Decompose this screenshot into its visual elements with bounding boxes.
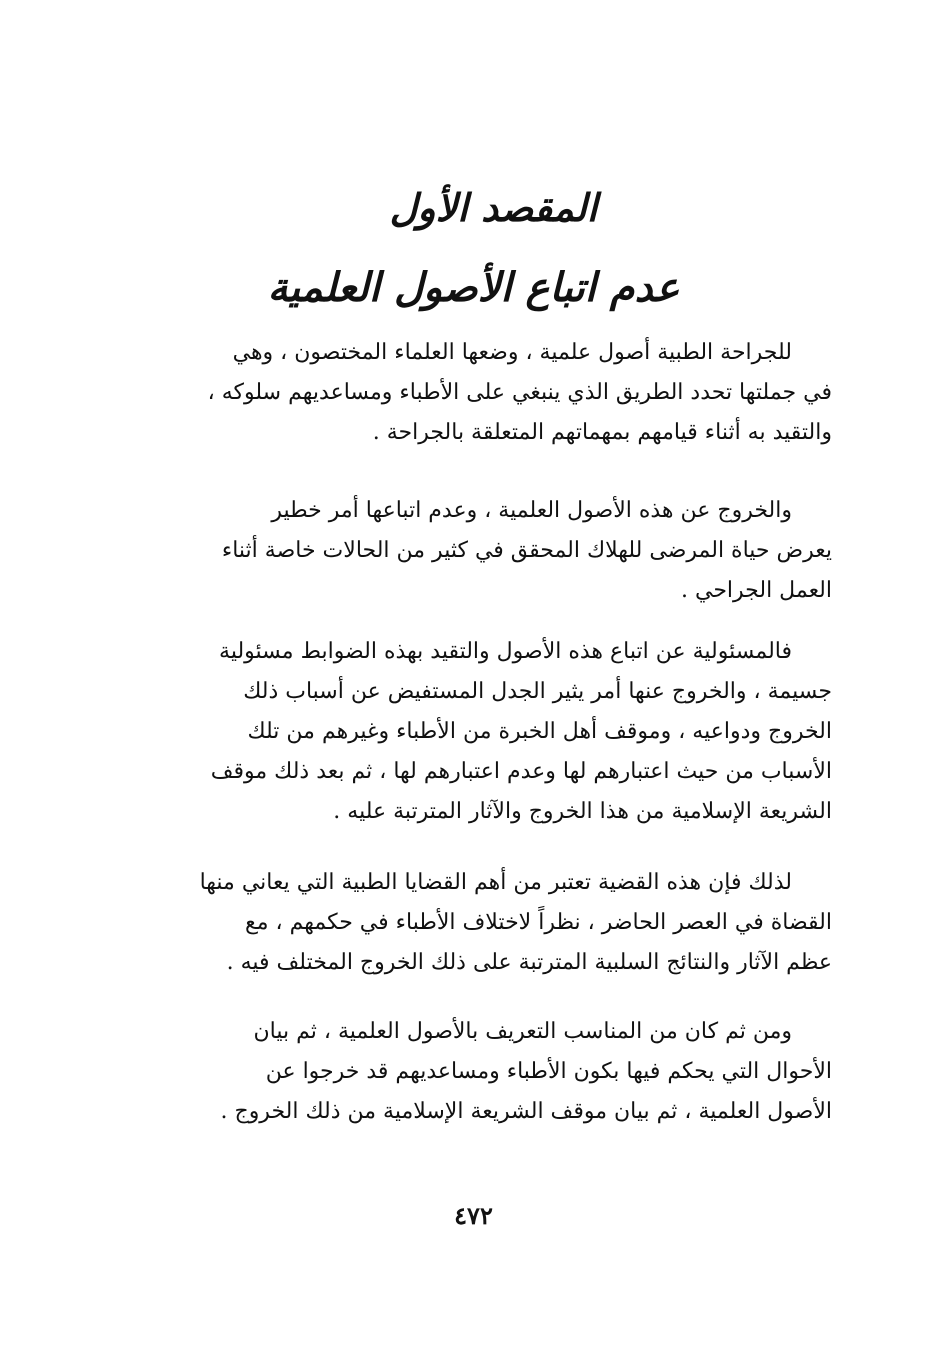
section-heading: المقصد الأول	[389, 185, 598, 230]
paragraph-line: والخروج عن هذه الأصول العلمية ، وعدم اتباعها أمر خطير	[271, 498, 792, 523]
paragraph-line: لذلك فإن هذه القضية تعتبر من أهم القضايا الطبية التي يعاني منها	[199, 870, 792, 895]
paragraph-line: فالمسئولية عن اتباع هذه الأصول والتقيد بهذه الضوابط مسئولية	[219, 639, 792, 664]
page-number: ٤٧٢	[454, 1201, 493, 1230]
paragraph-2	[130, 491, 832, 611]
paragraph-3	[130, 632, 832, 832]
paragraph-line: القضاة في العصر الحاضر ، نظراً لاختلاف الأطباء في حكمهم ، مع	[244, 910, 832, 935]
paragraph-line: في جملتها تحدد الطريق الذي ينبغي على الأطباء ومساعديهم سلوكه ،	[207, 380, 832, 405]
paragraph-line: ومن ثم كان من المناسب التعريف بالأصول العلمية ، ثم بيان	[253, 1019, 792, 1044]
paragraph-line: الشريعة الإسلامية من هذا الخروج والآثار المترتبة عليه .	[333, 799, 832, 824]
paragraph-line: الأسباب من حيث اعتبارهم لها وعدم اعتبارهم لها ، ثم بعد ذلك موقف	[210, 759, 832, 784]
paragraph-line: الأصول العلمية ، ثم بيان موقف الشريعة الإسلامية من ذلك الخروج .	[220, 1099, 832, 1124]
paragraph-1	[130, 333, 832, 453]
paragraph-line: العمل الجراحي .	[681, 578, 832, 603]
paragraph-line: يعرض حياة المرضى للهلاك المحقق في كثير من الحالات خاصة أثناء	[221, 538, 832, 563]
paragraph-line: والتقيد به أثناء قيامهم بمهماتهم المتعلقة بالجراحة .	[372, 420, 832, 445]
paragraph-line: عظم الآثار والنتائج السلبية المترتبة على ذلك الخروج المختلف فيه .	[226, 950, 832, 975]
paragraph-5	[130, 1012, 832, 1132]
paragraph-4	[130, 863, 832, 983]
paragraph-line: للجراحة الطبية أصول علمية ، وضعها العلماء المختصون ، وهي	[232, 340, 792, 365]
paragraph-line: جسيمة ، والخروج عنها أمر يثير الجدل المستفيض عن أسباب ذلك	[243, 679, 832, 704]
section-title: عدم اتباع الأصول العلمية	[267, 264, 680, 311]
paragraph-line: الخروج ودواعيه ، وموقف أهل الخبرة من الأطباء وغيرهم من تلك	[247, 719, 832, 744]
paragraph-line: الأحوال التي يحكم فيها بكون الأطباء ومساعديهم قد خرجوا عن	[265, 1059, 832, 1084]
